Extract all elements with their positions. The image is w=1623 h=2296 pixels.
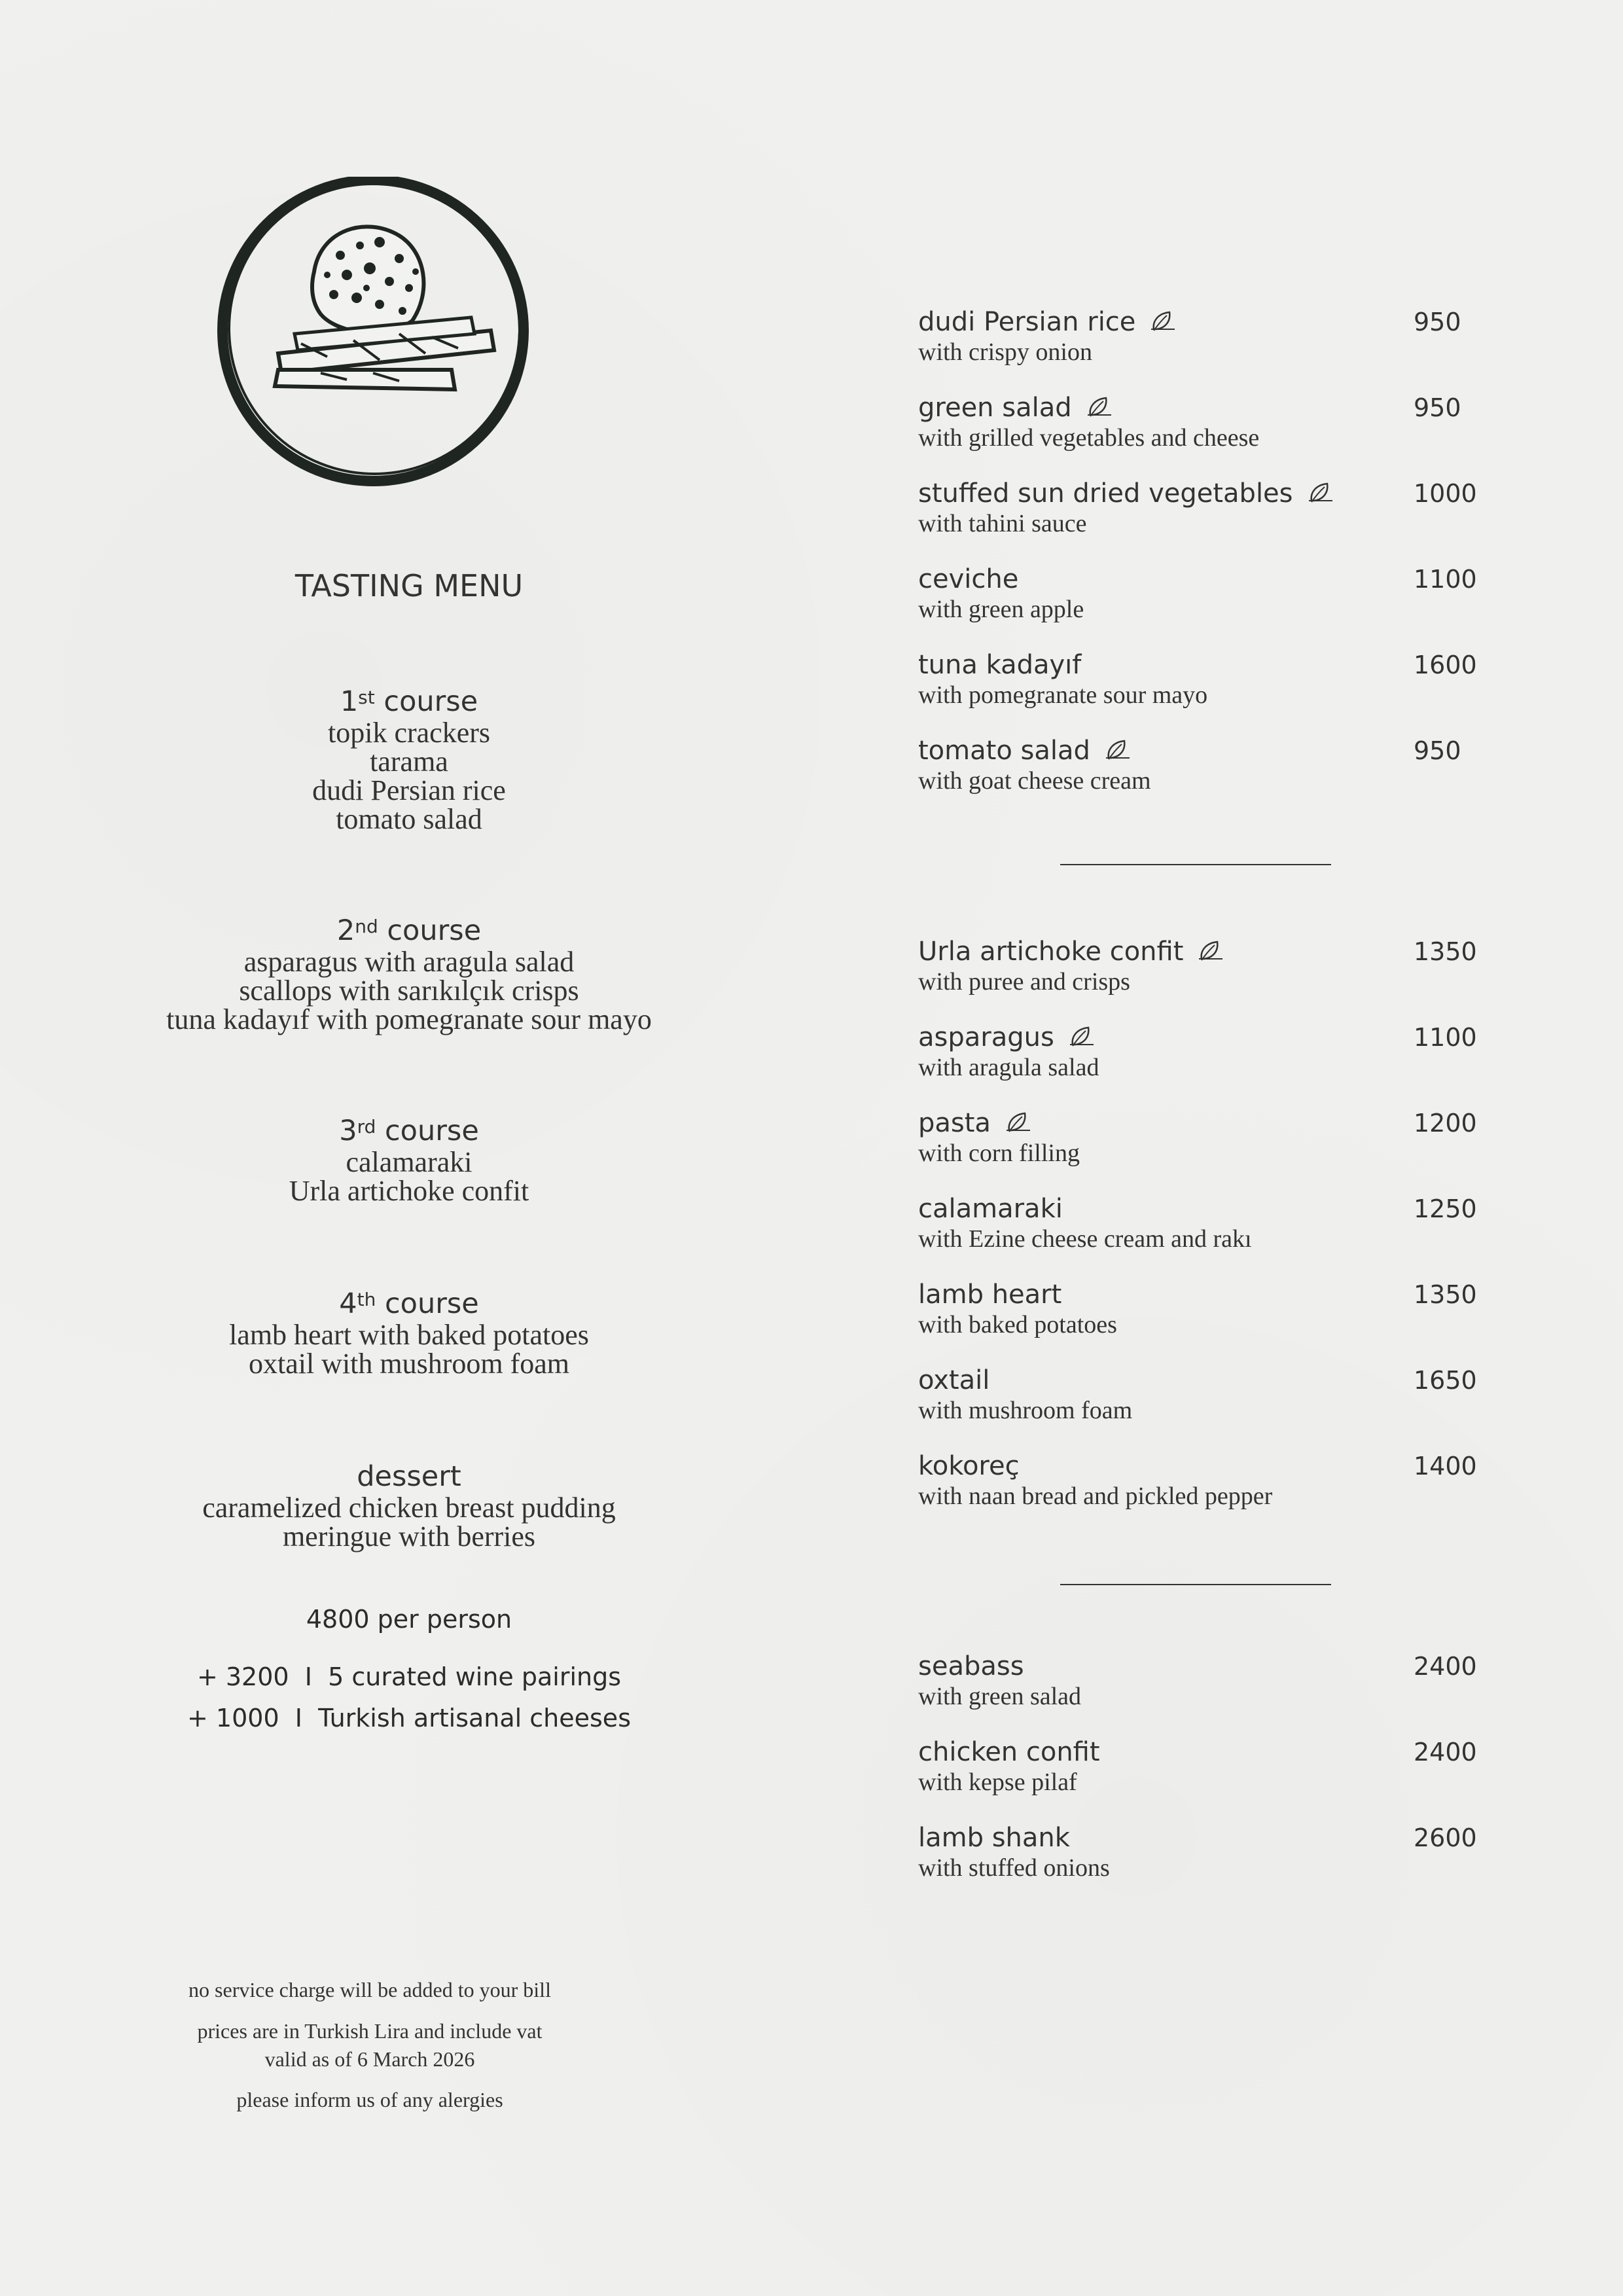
course-3 [0, 1114, 818, 1206]
menu-item-name: chicken confit [918, 1737, 1100, 1767]
menu-item [918, 564, 1494, 624]
menu-item-price: 1250 [1414, 1194, 1477, 1223]
menu-item-name: tuna kadayıf [918, 650, 1082, 680]
wine-pairing-option: + 3200 I 5 curated wine pairings [196, 1662, 622, 1691]
menu-item-description: with kepse pilaf [918, 1768, 1077, 1796]
menu-item-price: 1600 [1414, 651, 1477, 679]
menu-item-name: pasta [918, 1107, 1494, 1139]
menu-item-name: seabass [918, 1651, 1024, 1681]
menu-item-name: lamb heart [918, 1280, 1062, 1310]
menu-item [918, 1193, 1494, 1253]
menu-item [918, 1450, 1494, 1511]
course-item: Urla artichoke confit [289, 1175, 529, 1207]
course-item: scallops with sarıkılçık crisps [239, 975, 579, 1007]
menu-item-price: 2600 [1414, 1823, 1477, 1852]
menu-item-name: asparagus [918, 1022, 1494, 1053]
menu-item-description: with green salad [918, 1683, 1082, 1710]
course-item: dudi Persian rice [312, 774, 506, 806]
menu-item-name: green salad [918, 392, 1494, 423]
menu-item-description: with tahini sauce [918, 510, 1087, 537]
menu-item-description: with stuffed onions [918, 1854, 1110, 1882]
menu-item-price: 950 [1414, 736, 1461, 765]
course-item: tuna kadayıf with pomegranate sour mayo [166, 1003, 652, 1035]
course-item: tomato salad [336, 803, 482, 835]
menu-item [918, 478, 1494, 538]
menu-item-name: ceviche [918, 564, 1019, 594]
menu-item [918, 649, 1494, 709]
menu-item-price: 1100 [1414, 565, 1477, 594]
leaf-icon [1069, 1024, 1095, 1048]
menu-item-description: with grilled vegetables and cheese [918, 424, 1260, 452]
menu-item-description: with naan bread and pickled pepper [918, 1482, 1273, 1510]
menu-item [918, 1651, 1494, 1711]
menu-item-price: 1100 [1414, 1023, 1477, 1052]
leaf-icon [1086, 395, 1113, 418]
leaf-icon [1198, 939, 1224, 962]
cheese-pairing-option: + 1000 I Turkish artisanal cheeses [187, 1704, 631, 1732]
menu-item-description: with aragula salad [918, 1054, 1099, 1081]
menu-item-name: oxtail [918, 1365, 990, 1395]
course-heading: 4th course [339, 1287, 479, 1320]
course-item: lamb heart with baked potatoes [229, 1319, 589, 1351]
menu-item-description: with crispy onion [918, 338, 1092, 366]
menu-item-description: with Ezine cheese cream and rakı [918, 1225, 1252, 1253]
course-item: caramelized chicken breast pudding [202, 1492, 616, 1524]
section-divider [1060, 864, 1331, 865]
leaf-icon [1105, 738, 1131, 761]
allergy-note: please inform us of any alergies [236, 2088, 503, 2111]
course-item: meringue with berries [282, 1520, 536, 1552]
menu-item-price: 1000 [1414, 479, 1477, 508]
menu-item [918, 936, 1494, 996]
leaf-icon [1308, 480, 1334, 504]
course-item: tarama [370, 745, 448, 778]
service-charge-note: no service charge will be added to your bill [188, 1978, 551, 2001]
leaf-icon [1005, 1110, 1031, 1134]
menu-item-description: with pomegranate sour mayo [918, 681, 1208, 709]
leaf-icon [1150, 309, 1176, 332]
menu-item-price: 1650 [1414, 1366, 1477, 1395]
tasting-menu-title: TASTING MENU [294, 568, 524, 603]
menu-item-name: stuffed sun dried vegetables [918, 478, 1494, 509]
menu-item-description: with corn filling [918, 1139, 1080, 1167]
menu-item-price: 1200 [1414, 1109, 1477, 1138]
course-heading: 3rd course [339, 1115, 479, 1147]
menu-item-description: with goat cheese cream [918, 767, 1151, 795]
menu-item-name: tomato salad [918, 735, 1494, 766]
menu-item-price: 1350 [1414, 937, 1477, 966]
course-item: calamaraki [346, 1146, 473, 1178]
section-divider [1060, 1584, 1331, 1585]
course-heading: dessert [357, 1460, 461, 1493]
menu-item-price: 950 [1414, 393, 1461, 422]
menu-item-description: with green apple [918, 596, 1084, 623]
course-item: oxtail with mushroom foam [248, 1348, 570, 1380]
menu-item-description: with puree and crisps [918, 968, 1130, 996]
course-item: asparagus with aragula salad [243, 946, 575, 978]
validity-note: valid as of 6 March 2026 [264, 2047, 475, 2071]
course-heading: 1st course [340, 685, 478, 718]
menu-item-name: Urla artichoke confit [918, 936, 1494, 967]
menu-item-price: 2400 [1414, 1652, 1477, 1681]
course-item: topik crackers [328, 717, 490, 749]
menu-item-description: with mushroom foam [918, 1397, 1133, 1424]
currency-note: prices are in Turkish Lira and include vat [197, 2019, 543, 2043]
menu-item-name: kokoreç [918, 1451, 1020, 1481]
course-2 [0, 914, 818, 1034]
course-dessert [0, 1460, 818, 1551]
menu-item [918, 306, 1494, 367]
menu-item [918, 1822, 1494, 1882]
menu-item [918, 735, 1494, 795]
menu-item-name: calamaraki [918, 1194, 1063, 1224]
menu-item [918, 1022, 1494, 1082]
course-1 [0, 685, 818, 834]
menu-item [918, 1279, 1494, 1339]
menu-item-name: dudi Persian rice [918, 306, 1494, 338]
course-4 [0, 1287, 818, 1378]
price-per-person: 4800 per person [306, 1605, 512, 1634]
menu-item-name: lamb shank [918, 1823, 1070, 1853]
menu-item-description: with baked potatoes [918, 1311, 1117, 1338]
menu-item [918, 392, 1494, 452]
menu-item-price: 2400 [1414, 1738, 1477, 1767]
menu-item-price: 1400 [1414, 1452, 1477, 1480]
menu-item [918, 1107, 1494, 1168]
menu-item [918, 1365, 1494, 1425]
menu-item [918, 1736, 1494, 1797]
menu-item-price: 950 [1414, 308, 1461, 336]
course-heading: 2nd course [336, 914, 482, 947]
menu-item-price: 1350 [1414, 1280, 1477, 1309]
